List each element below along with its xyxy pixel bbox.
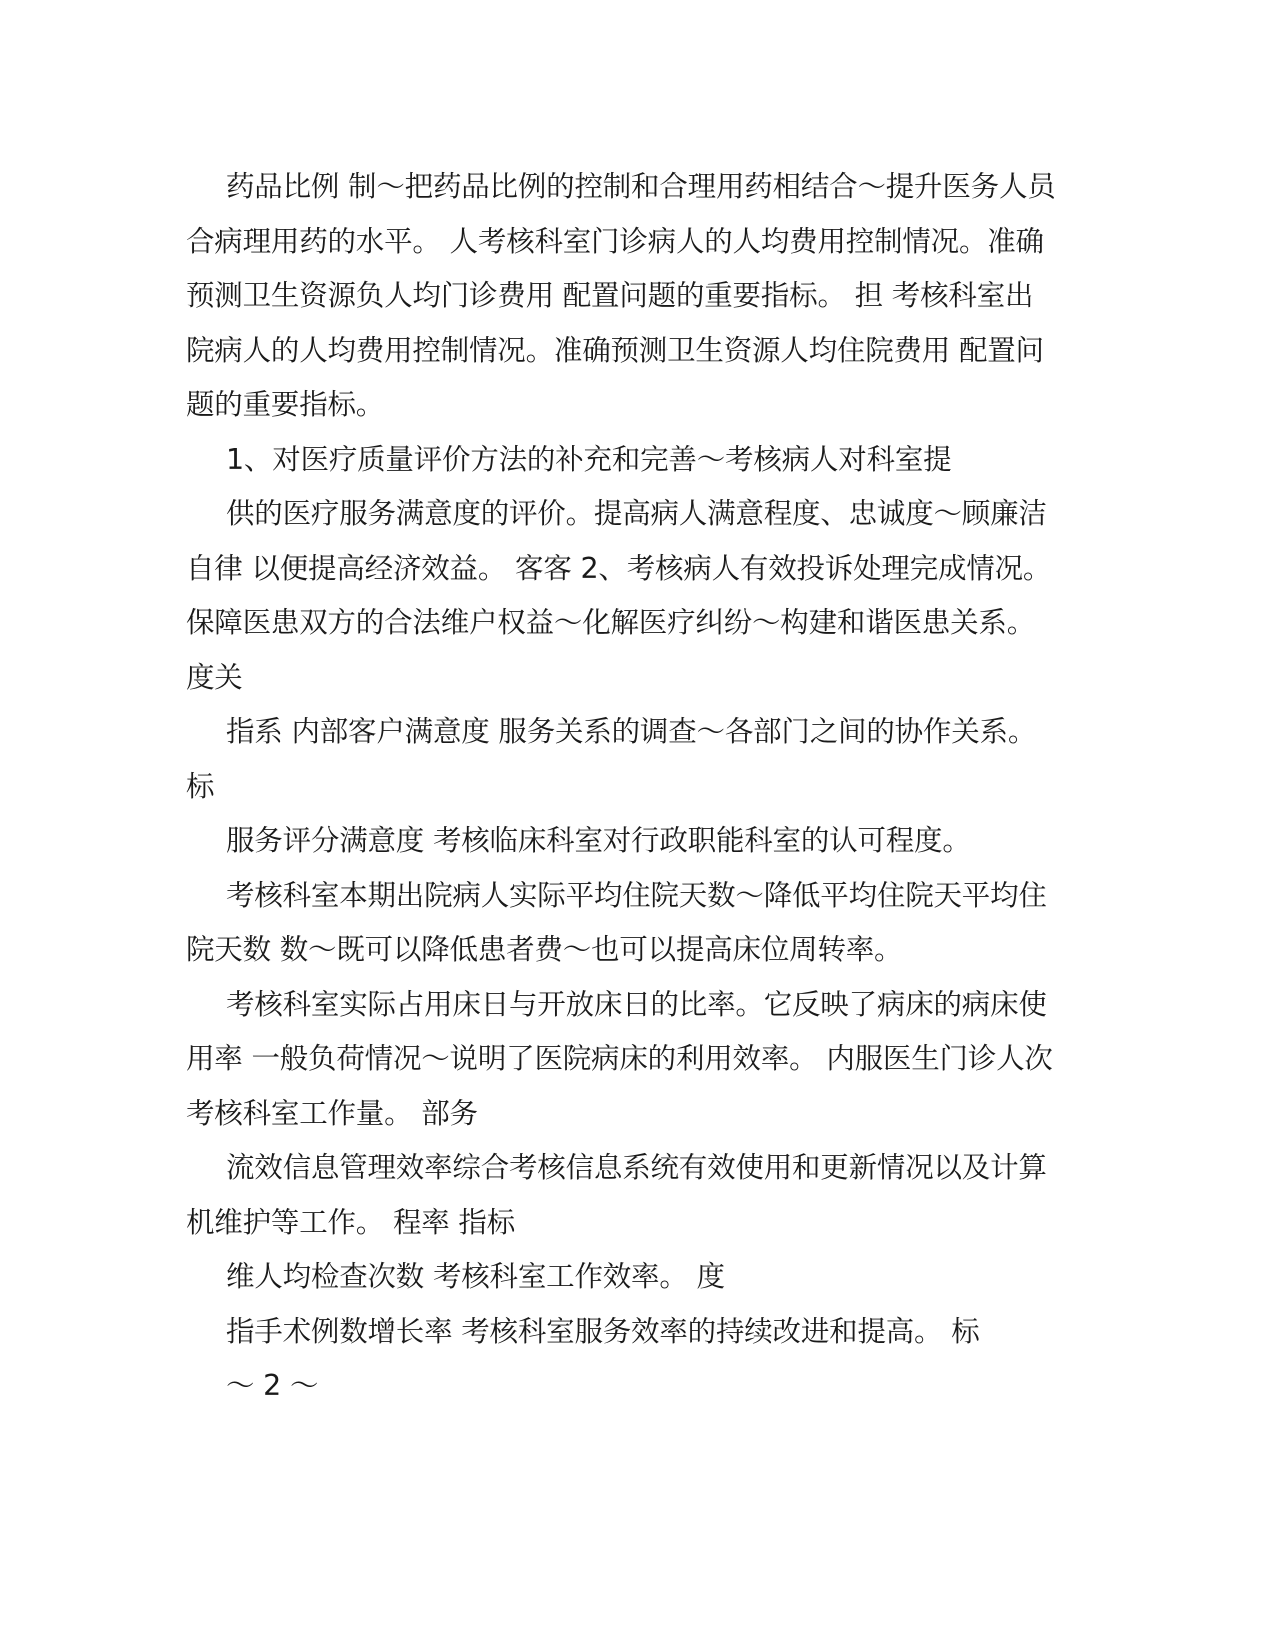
text-line: 考核科室工作量。 部务 [186, 1096, 478, 1130]
text-line: 流效信息管理效率综合考核信息系统有效使用和更新情况以及计算 [226, 1151, 1047, 1184]
text-line: 合病理用药的水平。 人考核科室门诊病人的人均费用控制情况。准确 [186, 224, 1044, 258]
text-line: 考核科室本期出院病人实际平均住院天数～降低平均住院天平均住 [226, 878, 1047, 912]
document-body [186, 160, 1086, 1414]
text-line: 考核科室实际占用床日与开放床日的比率。它反映了病床的病床使 [226, 987, 1047, 1021]
text-line: 保障医患双方的合法维户权益～化解医疗纠纷～构建和谐医患关系。 [186, 606, 1036, 639]
text-line: 标 [186, 769, 215, 803]
text-line: 维人均检查次数 考核科室工作效率。 度 [226, 1260, 725, 1293]
text-line: 机维护等工作。 程率 指标 [186, 1205, 516, 1239]
text-line: 度关 [186, 660, 243, 694]
text-line: 指系 内部客户满意度 服务关系的调查～各部门之间的协作关系。 [226, 715, 1037, 748]
text-line: 1、对医疗质量评价方法的补充和完善～考核病人对科室提 [226, 442, 952, 476]
text-line: 服务评分满意度 考核临床科室对行政职能科室的认可程度。 [226, 824, 971, 857]
text-line: 院病人的人均费用控制情况。准确预测卫生资源人均住院费用 配置问 [186, 333, 1044, 367]
text-line: 药品比例 制～把药品比例的控制和合理用药相结合～提升医务人员 [226, 170, 1056, 203]
text-line: 题的重要指标。 [186, 388, 385, 421]
page-number: ～ 2 ～ [226, 1369, 319, 1402]
text-line: 院天数 数～既可以降低患者费～也可以提高床位周转率。 [186, 933, 903, 966]
text-line: 指手术例数增长率 考核科室服务效率的持续改进和提高。 标 [226, 1314, 980, 1348]
text-line: 预测卫生资源负人均门诊费用 配置问题的重要指标。 担 考核科室出 [186, 279, 1034, 312]
text-line: 供的医疗服务满意度的评价。提高病人满意程度、忠诚度～顾廉洁 [226, 497, 1047, 530]
text-line: 自律 以便提高经济效益。 客客 2、考核病人有效投诉处理完成情况。 [186, 551, 1052, 585]
text-line: 用率 一般负荷情况～说明了医院病床的利用效率。 内服医生门诊人次 [186, 1042, 1053, 1075]
